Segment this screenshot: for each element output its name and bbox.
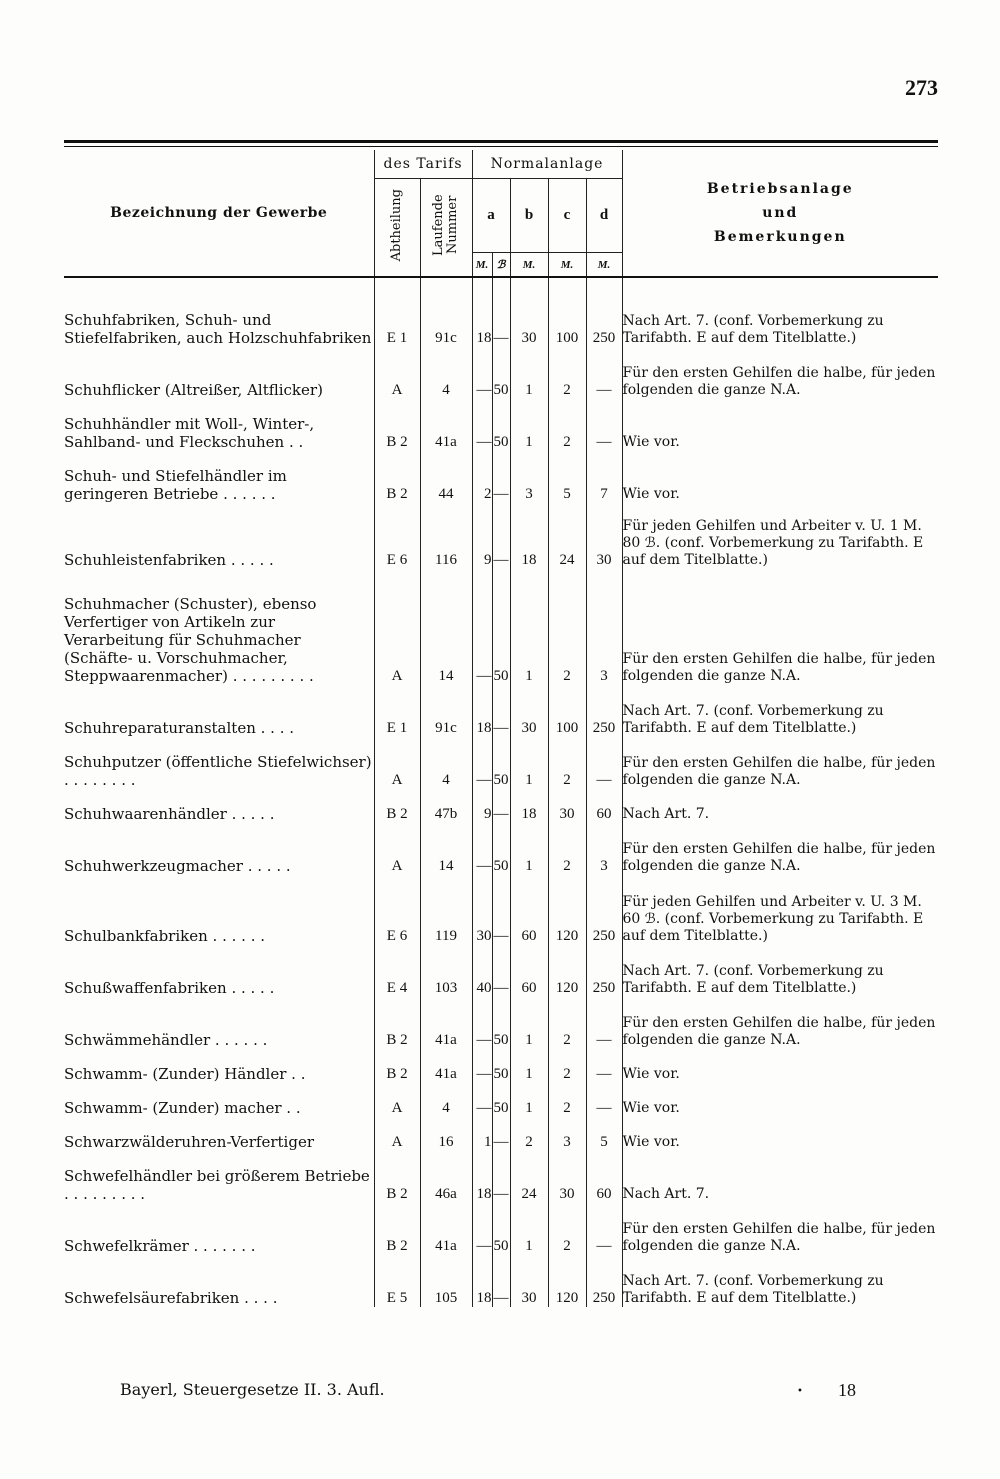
bemerkung-cell: Für den ersten Gehilfen die halbe, für jeden folgenden die ganze N.A. [622,997,938,1049]
bemerkung-cell: Für den ersten Gehilfen die halbe, für jeden folgenden die ganze N.A. [622,823,938,875]
a-mark-cell: — [472,569,492,685]
table-row [64,399,938,451]
a-mark-cell: 9 [472,789,492,823]
table-row [64,1117,938,1151]
betrieb-line1: Betriebsanlage [706,181,854,197]
b-cell: 60 [510,945,548,997]
a-pfennig-cell: 50 [492,1083,510,1117]
bemerkung-cell: Wie vor. [622,1083,938,1117]
table-body [64,277,938,1307]
a-pfennig-cell: — [492,1151,510,1203]
a-mark-cell: — [472,737,492,789]
trade-name: Schwarzwälderuhren-Verfertiger [64,1133,315,1151]
bemerkung-cell: Für den ersten Gehilfen die halbe, für jeden folgenden die ganze N.A. [622,1203,938,1255]
a-pfennig-cell: 50 [492,1203,510,1255]
c-cell: 24 [548,503,586,569]
c-cell: 120 [548,875,586,945]
b-cell: 1 [510,997,548,1049]
a-mark-cell: 18 [472,1151,492,1203]
trade-name: Schuhleistenfabriken . . . . . [64,551,274,569]
c-cell: 2 [548,1083,586,1117]
d-cell: 5 [586,1117,622,1151]
a-mark-cell: 1 [472,1117,492,1151]
laufende-nummer-cell: 41a [420,399,472,451]
bemerkung-cell: Für den ersten Gehilfen die halbe, für jeden folgenden die ganze N.A. [622,569,938,685]
c-cell: 2 [548,997,586,1049]
trade-name: Schuhhändler mit Woll-, Winter-, Sahlband- und Fleckschuhen . . [64,415,315,451]
a-mark-cell: — [472,1203,492,1255]
b-cell: 1 [510,1203,548,1255]
c-cell: 120 [548,1255,586,1307]
d-cell: — [586,399,622,451]
page-number: 273 [905,75,938,100]
top-rule-thin [64,146,938,147]
b-cell: 30 [510,277,548,347]
a-pfennig-cell: — [492,875,510,945]
footer-dot: • [797,1386,803,1397]
bemerkung-cell: Nach Art. 7. (conf. Vorbemerkung zu Tarifabth. E auf dem Titelblatte.) [622,945,938,997]
a-pfennig-cell: — [492,685,510,737]
laufende-nummer-cell: 14 [420,569,472,685]
d-cell: 60 [586,789,622,823]
c-cell: 2 [548,1049,586,1083]
abtheilung-cell: A [374,1083,420,1117]
trade-name: Schwefelsäurefabriken . . . . [64,1289,278,1307]
d-cell: 250 [586,875,622,945]
b-cell: 1 [510,399,548,451]
bemerkung-cell: Für jeden Gehilfen und Arbeiter v. U. 3 M. 60 ℬ. (conf. Vorbemerkung zu Tarifabth. E auf dem Titelblatte.) [622,875,938,945]
a-pfennig-cell: — [492,945,510,997]
bemerkung-cell: Nach Art. 7. [622,789,938,823]
d-cell: 250 [586,277,622,347]
col-b-header: b [510,179,548,253]
unit-a-m: M. [472,253,492,278]
c-cell: 2 [548,347,586,399]
a-mark-cell: 40 [472,945,492,997]
trade-name: Schußwaffenfabriken . . . . . [64,979,275,997]
c-cell: 100 [548,685,586,737]
trade-name: Schuhmacher (Schuster), ebenso Verfertiger von Artikeln zur Verarbeitung für Schuhmacher (Schäfte- u. Vorschuhmacher, Steppwaarenmacher) . . . . . . . . . [64,595,317,685]
table-row [64,823,938,875]
trade-name: Schwefelkrämer . . . . . . . [64,1237,256,1255]
abtheilung-cell: B 2 [374,1049,420,1083]
d-cell: 30 [586,503,622,569]
unit-b-m: M. [510,253,548,278]
laufende-nummer-cell: 103 [420,945,472,997]
a-mark-cell: — [472,347,492,399]
d-cell: 7 [586,451,622,503]
abtheilung-label: Abtheilung [389,188,404,262]
table-row [64,569,938,685]
d-cell: — [586,737,622,789]
c-cell: 2 [548,823,586,875]
table-row [64,1151,938,1203]
laufende-nummer-cell: 41a [420,997,472,1049]
laufende-nummer-cell: 105 [420,1255,472,1307]
unit-c-m: M. [548,253,586,278]
bemerkung-cell: Nach Art. 7. (conf. Vorbemerkung zu Tarifabth. E auf dem Titelblatte.) [622,685,938,737]
abtheilung-cell: B 2 [374,1203,420,1255]
normalanlage-group-header: Normalanlage [472,150,622,179]
abtheilung-cell: B 2 [374,451,420,503]
d-cell: 3 [586,569,622,685]
betrieb-line2: und [762,205,799,221]
tariff-table [64,150,938,1307]
c-cell: 5 [548,451,586,503]
d-cell: — [586,347,622,399]
laufende-nummer-cell: 4 [420,737,472,789]
d-cell: 250 [586,685,622,737]
b-cell: 60 [510,875,548,945]
bemerkung-cell: Nach Art. 7. [622,1151,938,1203]
b-cell: 1 [510,1083,548,1117]
d-cell: 250 [586,1255,622,1307]
bemerkung-cell: Für jeden Gehilfen und Arbeiter v. U. 1 M. 80 ℬ. (conf. Vorbemerkung zu Tarifabth. E auf dem Titelblatte.) [622,503,938,569]
table-row [64,1083,938,1117]
a-mark-cell: — [472,1049,492,1083]
abtheilung-cell: E 6 [374,875,420,945]
b-cell: 1 [510,347,548,399]
table-row [64,1255,938,1307]
col-d-header: d [586,179,622,253]
d-cell: 60 [586,1151,622,1203]
abtheilung-cell: B 2 [374,789,420,823]
a-mark-cell: — [472,399,492,451]
a-mark-cell: — [472,1083,492,1117]
col-c-header: c [548,179,586,253]
b-cell: 1 [510,569,548,685]
trade-name: Schuhputzer (öffentliche Stiefelwichser) . . . . . . . . [64,753,372,789]
trade-name: Schuh- und Stiefelhändler im geringeren Betriebe . . . . . . [64,467,287,503]
d-cell: 250 [586,945,622,997]
a-pfennig-cell: — [492,503,510,569]
bemerkung-cell: Wie vor. [622,451,938,503]
b-cell: 3 [510,451,548,503]
table-header [64,150,938,277]
trade-name: Schuhwaarenhändler . . . . . [64,805,275,823]
a-pfennig-cell: 50 [492,399,510,451]
a-pfennig-cell: 50 [492,737,510,789]
abtheilung-cell: A [374,823,420,875]
table-row [64,737,938,789]
bemerkung-cell: Nach Art. 7. (conf. Vorbemerkung zu Tarifabth. E auf dem Titelblatte.) [622,1255,938,1307]
trade-name: Schulbankfabriken . . . . . . [64,927,265,945]
betrieb-line3: Bemerkungen [713,229,847,245]
c-cell: 2 [548,737,586,789]
table-row [64,875,938,945]
b-cell: 30 [510,1255,548,1307]
bemerkung-cell: Wie vor. [622,399,938,451]
laufende-nummer-cell: 4 [420,1083,472,1117]
abtheilung-cell: B 2 [374,997,420,1049]
c-cell: 120 [548,945,586,997]
a-mark-cell: 18 [472,1255,492,1307]
a-mark-cell: — [472,823,492,875]
table-row [64,945,938,997]
trade-name: Schuhwerkzeugmacher . . . . . [64,857,291,875]
a-pfennig-cell: 50 [492,823,510,875]
unit-d-m: M. [586,253,622,278]
trade-name: Schuhfabriken, Schuh- und Stiefelfabriken, auch Holzschuhfabriken [64,311,372,347]
abtheilung-cell: B 2 [374,399,420,451]
bemerkung-cell: Wie vor. [622,1049,938,1083]
b-cell: 1 [510,823,548,875]
trade-name: Schwamm- (Zunder) macher . . [64,1099,301,1117]
bemerkung-cell: Für den ersten Gehilfen die halbe, für jeden folgenden die ganze N.A. [622,347,938,399]
abtheilung-cell: A [374,737,420,789]
trade-name: Schuhflicker (Altreißer, Altflicker) [64,381,323,399]
table-row [64,451,938,503]
abtheilung-cell: A [374,1117,420,1151]
signature-number: 18 [838,1380,856,1400]
c-cell: 100 [548,277,586,347]
abtheilung-cell: E 1 [374,277,420,347]
top-rule [64,140,938,143]
laufende-nummer-cell: 116 [420,503,472,569]
betriebsanlage-header [622,150,938,277]
a-pfennig-cell: — [492,1117,510,1151]
bemerkung-cell: Wie vor. [622,1117,938,1151]
name-column-header: Bezeichnung der Gewerbe [64,150,374,277]
b-cell: 30 [510,685,548,737]
bemerkung-cell: Nach Art. 7. (conf. Vorbemerkung zu Tarifabth. E auf dem Titelblatte.) [622,277,938,347]
c-cell: 2 [548,399,586,451]
b-cell: 1 [510,737,548,789]
table-row [64,503,938,569]
d-cell: — [586,1083,622,1117]
laufende-nummer-cell: 41a [420,1049,472,1083]
laufende-nummer-cell: 41a [420,1203,472,1255]
table-row [64,347,938,399]
laufende-nummer-cell: 44 [420,451,472,503]
a-pfennig-cell: 50 [492,997,510,1049]
trade-name: Schwefelhändler bei größerem Betriebe . . . . . . . . . [64,1167,370,1203]
abtheilung-cell: E 1 [374,685,420,737]
a-mark-cell: 18 [472,685,492,737]
c-cell: 2 [548,569,586,685]
a-mark-cell: — [472,997,492,1049]
tarif-group-header: des Tarifs [374,150,472,179]
laufende-nummer-cell: 91c [420,685,472,737]
laufende-nummer-cell: 91c [420,277,472,347]
a-pfennig-cell: 50 [492,347,510,399]
trade-name: Schwamm- (Zunder) Händler . . [64,1065,306,1083]
table-row [64,685,938,737]
abtheilung-header [374,179,420,278]
b-cell: 1 [510,1049,548,1083]
a-pfennig-cell: — [492,789,510,823]
abtheilung-cell: A [374,569,420,685]
abtheilung-cell: A [374,347,420,399]
a-mark-cell: 30 [472,875,492,945]
trade-name: Schwämmehändler . . . . . . [64,1031,268,1049]
laufende-nummer-header [420,179,472,278]
bemerkung-cell: Für den ersten Gehilfen die halbe, für jeden folgenden die ganze N.A. [622,737,938,789]
c-cell: 2 [548,1203,586,1255]
a-mark-cell: 9 [472,503,492,569]
laufende-nummer-cell: 14 [420,823,472,875]
b-cell: 18 [510,789,548,823]
b-cell: 18 [510,503,548,569]
c-cell: 30 [548,1151,586,1203]
trade-name: Schuhreparaturanstalten . . . . [64,719,295,737]
a-mark-cell: 2 [472,451,492,503]
a-pfennig-cell: — [492,1255,510,1307]
c-cell: 3 [548,1117,586,1151]
footer-citation: Bayerl, Steuergesetze II. 3. Aufl. [120,1380,385,1399]
laufende-nummer-label: Laufende Nummer [431,194,460,256]
table-row [64,1049,938,1083]
laufende-nummer-cell: 46a [420,1151,472,1203]
a-pfennig-cell: — [492,277,510,347]
c-cell: 30 [548,789,586,823]
table-row [64,277,938,347]
a-pfennig-cell: 50 [492,569,510,685]
laufende-nummer-cell: 47b [420,789,472,823]
laufende-nummer-cell: 16 [420,1117,472,1151]
unit-a-pf: ℬ [492,253,510,278]
table-row [64,997,938,1049]
abtheilung-cell: E 4 [374,945,420,997]
table-row [64,789,938,823]
d-cell: 3 [586,823,622,875]
laufende-nummer-cell: 119 [420,875,472,945]
abtheilung-cell: E 6 [374,503,420,569]
d-cell: — [586,1203,622,1255]
table-row [64,1203,938,1255]
abtheilung-cell: E 5 [374,1255,420,1307]
b-cell: 24 [510,1151,548,1203]
col-a-header: a [472,179,510,253]
b-cell: 2 [510,1117,548,1151]
a-pfennig-cell: 50 [492,1049,510,1083]
laufende-nummer-cell: 4 [420,347,472,399]
a-mark-cell: 18 [472,277,492,347]
d-cell: — [586,997,622,1049]
a-pfennig-cell: — [492,451,510,503]
abtheilung-cell: B 2 [374,1151,420,1203]
d-cell: — [586,1049,622,1083]
